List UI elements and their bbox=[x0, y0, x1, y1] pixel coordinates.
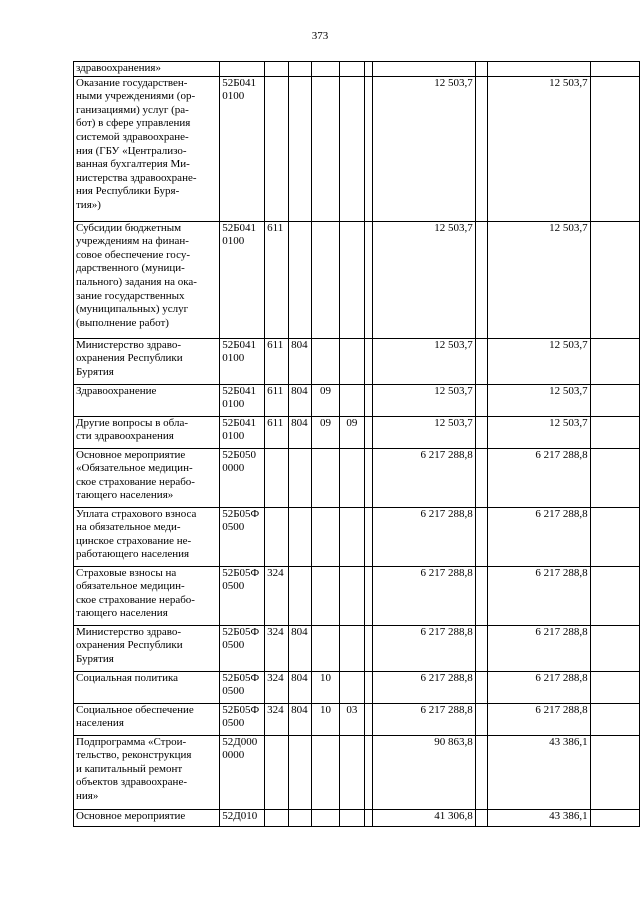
row-spacer-cell bbox=[475, 809, 487, 826]
row-spacer-cell bbox=[475, 62, 487, 77]
row-name bbox=[74, 384, 220, 416]
row-name-line: Уплата страхового взноса bbox=[76, 507, 197, 520]
row-name-line: тия») bbox=[76, 198, 101, 211]
row-subsection-code bbox=[339, 76, 364, 221]
row-spacer-cell bbox=[364, 62, 372, 77]
row-target-article-code-line: 52Б05Ф bbox=[222, 507, 260, 520]
row-name-line: Бурятия bbox=[76, 652, 114, 665]
row-expense-type-code: 324 bbox=[265, 566, 289, 625]
table-row bbox=[74, 507, 640, 566]
table-row bbox=[74, 221, 640, 338]
row-target-article-code-line: 0100 bbox=[222, 398, 245, 411]
row-name-line: ганизациями) услуг (ра- bbox=[76, 103, 189, 116]
row-target-article-code bbox=[220, 735, 265, 809]
row-spacer-cell bbox=[475, 735, 487, 809]
row-spacer-cell bbox=[590, 507, 639, 566]
row-name-line: Субсидии бюджетным bbox=[76, 221, 182, 234]
row-name bbox=[74, 703, 220, 735]
row-name-line: Социальная политика bbox=[76, 671, 179, 684]
row-amount-2: 6 217 288,8 bbox=[487, 448, 590, 507]
table-row bbox=[74, 625, 640, 671]
row-name-line: (муниципальных) услуг bbox=[76, 303, 189, 316]
row-name-line: Бурятия bbox=[76, 365, 114, 378]
row-subsection-code bbox=[339, 448, 364, 507]
row-spacer-cell bbox=[475, 566, 487, 625]
row-spacer-cell bbox=[590, 735, 639, 809]
row-subsection-code: 03 bbox=[339, 703, 364, 735]
row-subsection-code bbox=[339, 625, 364, 671]
row-target-article-code-line: 52Б041 bbox=[222, 338, 257, 351]
row-spacer-cell bbox=[364, 625, 372, 671]
table-body bbox=[74, 62, 640, 827]
row-name-line: Основное мероприятие bbox=[76, 448, 186, 461]
row-section-code bbox=[312, 221, 340, 338]
table-row bbox=[74, 735, 640, 809]
table-row bbox=[74, 338, 640, 384]
row-spacer-cell bbox=[590, 221, 639, 338]
row-ministry-code: 804 bbox=[289, 671, 312, 703]
row-name bbox=[74, 507, 220, 566]
row-name-line: Страховые взносы на bbox=[76, 566, 177, 579]
row-spacer-cell bbox=[364, 384, 372, 416]
row-section-code bbox=[312, 507, 340, 566]
row-target-article-code bbox=[220, 671, 265, 703]
row-ministry-code: 804 bbox=[289, 703, 312, 735]
row-subsection-code bbox=[339, 221, 364, 338]
row-expense-type-code bbox=[265, 809, 289, 826]
row-amount-1: 6 217 288,8 bbox=[372, 448, 475, 507]
row-section-code: 10 bbox=[312, 671, 340, 703]
row-spacer-cell bbox=[475, 338, 487, 384]
row-subsection-code bbox=[339, 384, 364, 416]
row-expense-type-code bbox=[265, 735, 289, 809]
row-target-article-code-line: 0000 bbox=[222, 749, 245, 762]
row-target-article-code bbox=[220, 221, 265, 338]
row-name-line: Социальное обеспечение bbox=[76, 703, 194, 716]
row-name-line: ными учреждениями (ор- bbox=[76, 90, 196, 103]
row-section-code bbox=[312, 62, 340, 77]
row-expense-type-code: 324 bbox=[265, 625, 289, 671]
row-subsection-code bbox=[339, 809, 364, 826]
row-target-article-code-line: 52Д010 bbox=[222, 809, 258, 822]
row-ministry-code bbox=[289, 809, 312, 826]
row-target-article-code bbox=[220, 416, 265, 448]
row-amount-1: 6 217 288,8 bbox=[372, 671, 475, 703]
row-spacer-cell bbox=[475, 448, 487, 507]
row-amount-1: 90 863,8 bbox=[372, 735, 475, 809]
row-amount-1 bbox=[372, 62, 475, 77]
row-expense-type-code: 324 bbox=[265, 671, 289, 703]
row-name-line: ния Республики Буря- bbox=[76, 185, 180, 198]
row-spacer-cell bbox=[590, 76, 639, 221]
row-name-line: Министерство здраво- bbox=[76, 625, 181, 638]
row-expense-type-code bbox=[265, 76, 289, 221]
row-amount-2: 6 217 288,8 bbox=[487, 671, 590, 703]
row-spacer-cell bbox=[364, 566, 372, 625]
row-spacer-cell bbox=[364, 703, 372, 735]
table-row bbox=[74, 384, 640, 416]
table-row bbox=[74, 76, 640, 221]
row-target-article-code-line: 52Б05Ф bbox=[222, 703, 260, 716]
row-target-article-code bbox=[220, 566, 265, 625]
row-name-line: на обязательное меди- bbox=[76, 521, 181, 534]
row-name-line: Другие вопросы в обла- bbox=[76, 416, 188, 429]
row-name-line: ния» bbox=[76, 789, 99, 802]
row-name-line: зание государственных bbox=[76, 289, 185, 302]
row-name-line: нистерства здравоохране- bbox=[76, 171, 197, 184]
row-expense-type-code: 611 bbox=[265, 338, 289, 384]
row-spacer-cell bbox=[475, 416, 487, 448]
row-name bbox=[74, 735, 220, 809]
row-name-line: тельство, реконструкция bbox=[76, 749, 192, 762]
row-subsection-code bbox=[339, 62, 364, 77]
row-target-article-code-line: 0100 bbox=[222, 235, 245, 248]
row-amount-2: 6 217 288,8 bbox=[487, 507, 590, 566]
row-name bbox=[74, 566, 220, 625]
row-spacer-cell bbox=[475, 703, 487, 735]
row-amount-2: 43 386,1 bbox=[487, 735, 590, 809]
row-target-article-code-line: 0500 bbox=[222, 521, 245, 534]
table-row bbox=[74, 448, 640, 507]
row-target-article-code bbox=[220, 625, 265, 671]
row-spacer-cell bbox=[590, 566, 639, 625]
row-amount-1: 12 503,7 bbox=[372, 76, 475, 221]
row-amount-1: 6 217 288,8 bbox=[372, 566, 475, 625]
row-amount-2: 12 503,7 bbox=[487, 76, 590, 221]
row-spacer-cell bbox=[364, 735, 372, 809]
row-expense-type-code bbox=[265, 507, 289, 566]
row-ministry-code bbox=[289, 221, 312, 338]
row-target-article-code-line: 0500 bbox=[222, 717, 245, 730]
row-name-line: тающего населения bbox=[76, 607, 168, 620]
row-ministry-code bbox=[289, 735, 312, 809]
row-expense-type-code bbox=[265, 448, 289, 507]
row-spacer-cell bbox=[364, 507, 372, 566]
row-spacer-cell bbox=[475, 507, 487, 566]
row-spacer-cell bbox=[590, 416, 639, 448]
row-spacer-cell bbox=[475, 671, 487, 703]
row-target-article-code-line: 52Б050 bbox=[222, 448, 257, 461]
row-spacer-cell bbox=[364, 221, 372, 338]
row-name-line: обязательное медицин- bbox=[76, 580, 185, 593]
row-spacer-cell bbox=[590, 703, 639, 735]
row-target-article-code bbox=[220, 507, 265, 566]
row-name-line: пального) задания на ока- bbox=[76, 275, 197, 288]
row-name-line: сти здравоохранения bbox=[76, 430, 174, 443]
row-name-line: бот) в сфере управления bbox=[76, 117, 191, 130]
row-expense-type-code bbox=[265, 62, 289, 77]
row-subsection-code bbox=[339, 507, 364, 566]
row-ministry-code: 804 bbox=[289, 625, 312, 671]
row-section-code: 10 bbox=[312, 703, 340, 735]
row-amount-1: 41 306,8 bbox=[372, 809, 475, 826]
row-name bbox=[74, 809, 220, 826]
row-name-line: объектов здравоохране- bbox=[76, 776, 187, 789]
table-row bbox=[74, 62, 640, 77]
row-expense-type-code: 324 bbox=[265, 703, 289, 735]
row-target-article-code-line: 52Б05Ф bbox=[222, 566, 260, 579]
row-section-code bbox=[312, 566, 340, 625]
row-ministry-code bbox=[289, 76, 312, 221]
row-ministry-code bbox=[289, 62, 312, 77]
row-spacer-cell bbox=[590, 384, 639, 416]
row-name-line: ния (ГБУ «Централизо- bbox=[76, 144, 187, 157]
row-name bbox=[74, 76, 220, 221]
row-target-article-code-line: 52Б041 bbox=[222, 416, 257, 429]
row-name-line: учреждениям на финан- bbox=[76, 235, 189, 248]
row-target-article-code-line: 52Б041 bbox=[222, 384, 257, 397]
row-target-article-code bbox=[220, 703, 265, 735]
row-amount-2: 12 503,7 bbox=[487, 221, 590, 338]
row-name-line: (выполнение работ) bbox=[76, 316, 169, 329]
row-name-line: Министерство здраво- bbox=[76, 338, 181, 351]
row-ministry-code: 804 bbox=[289, 338, 312, 384]
row-section-code bbox=[312, 809, 340, 826]
row-name bbox=[74, 671, 220, 703]
row-name-line: и капитальный ремонт bbox=[76, 762, 183, 775]
row-ministry-code bbox=[289, 448, 312, 507]
row-amount-2: 6 217 288,8 bbox=[487, 703, 590, 735]
row-subsection-code bbox=[339, 566, 364, 625]
row-amount-1: 6 217 288,8 bbox=[372, 507, 475, 566]
row-target-article-code-line: 0500 bbox=[222, 685, 245, 698]
row-section-code bbox=[312, 735, 340, 809]
row-section-code bbox=[312, 448, 340, 507]
row-expense-type-code: 611 bbox=[265, 384, 289, 416]
row-spacer-cell bbox=[364, 76, 372, 221]
row-spacer-cell bbox=[364, 416, 372, 448]
row-amount-1: 6 217 288,8 bbox=[372, 703, 475, 735]
row-section-code bbox=[312, 76, 340, 221]
row-target-article-code-line: 0500 bbox=[222, 639, 245, 652]
row-ministry-code: 804 bbox=[289, 416, 312, 448]
row-name bbox=[74, 416, 220, 448]
row-name-line: ванная бухгалтерия Ми- bbox=[76, 158, 190, 171]
table-row bbox=[74, 703, 640, 735]
row-amount-2 bbox=[487, 62, 590, 77]
row-section-code: 09 bbox=[312, 384, 340, 416]
row-spacer-cell bbox=[590, 338, 639, 384]
table-row bbox=[74, 566, 640, 625]
row-name-line: охранения Республики bbox=[76, 639, 183, 652]
row-spacer-cell bbox=[364, 338, 372, 384]
row-target-article-code-line: 0000 bbox=[222, 462, 245, 475]
budget-table bbox=[73, 61, 640, 827]
row-spacer-cell bbox=[590, 62, 639, 77]
row-name bbox=[74, 62, 220, 77]
row-section-code bbox=[312, 625, 340, 671]
row-amount-1: 12 503,7 bbox=[372, 384, 475, 416]
table-row bbox=[74, 809, 640, 826]
row-spacer-cell bbox=[475, 76, 487, 221]
row-name-line: дарственного (муници- bbox=[76, 262, 185, 275]
row-target-article-code-line: 52Д000 bbox=[222, 735, 258, 748]
row-spacer-cell bbox=[590, 671, 639, 703]
row-spacer-cell bbox=[475, 384, 487, 416]
row-name-line: цинское страхование не- bbox=[76, 534, 192, 547]
row-name-line: работающего населения bbox=[76, 548, 190, 561]
row-target-article-code bbox=[220, 809, 265, 826]
row-spacer-cell bbox=[364, 671, 372, 703]
table-row bbox=[74, 671, 640, 703]
row-amount-2: 12 503,7 bbox=[487, 384, 590, 416]
row-target-article-code-line: 0100 bbox=[222, 430, 245, 443]
row-spacer-cell bbox=[590, 625, 639, 671]
row-amount-2: 6 217 288,8 bbox=[487, 566, 590, 625]
row-ministry-code: 804 bbox=[289, 384, 312, 416]
row-name-line: тающего населения» bbox=[76, 489, 174, 502]
row-spacer-cell bbox=[364, 448, 372, 507]
row-name-line: Оказание государствен- bbox=[76, 76, 188, 89]
row-name bbox=[74, 221, 220, 338]
row-target-article-code bbox=[220, 62, 265, 77]
row-subsection-code: 09 bbox=[339, 416, 364, 448]
row-subsection-code bbox=[339, 338, 364, 384]
row-amount-1: 12 503,7 bbox=[372, 338, 475, 384]
row-name-line: Подпрограмма «Строи- bbox=[76, 735, 187, 748]
row-subsection-code bbox=[339, 671, 364, 703]
row-target-article-code-line: 0100 bbox=[222, 352, 245, 365]
row-name-line: ское страхование нерабо- bbox=[76, 475, 195, 488]
row-expense-type-code: 611 bbox=[265, 416, 289, 448]
row-target-article-code-line: 52Б05Ф bbox=[222, 625, 260, 638]
row-amount-2: 12 503,7 bbox=[487, 338, 590, 384]
row-target-article-code bbox=[220, 76, 265, 221]
table-row bbox=[74, 416, 640, 448]
row-spacer-cell bbox=[364, 809, 372, 826]
row-ministry-code bbox=[289, 507, 312, 566]
row-expense-type-code: 611 bbox=[265, 221, 289, 338]
page-number: 373 bbox=[311, 30, 329, 42]
row-target-article-code bbox=[220, 384, 265, 416]
row-name-line: совое обеспечение госу- bbox=[76, 248, 190, 261]
row-amount-1: 6 217 288,8 bbox=[372, 625, 475, 671]
row-name-line: системой здравоохране- bbox=[76, 130, 189, 143]
row-name-line: «Обязательное медицин- bbox=[76, 462, 193, 475]
row-name bbox=[74, 338, 220, 384]
row-subsection-code bbox=[339, 735, 364, 809]
row-spacer-cell bbox=[590, 809, 639, 826]
row-section-code: 09 bbox=[312, 416, 340, 448]
row-amount-1: 12 503,7 bbox=[372, 221, 475, 338]
row-name-line: ское страхование нерабо- bbox=[76, 593, 195, 606]
row-spacer-cell bbox=[475, 625, 487, 671]
row-target-article-code bbox=[220, 338, 265, 384]
row-amount-2: 43 386,1 bbox=[487, 809, 590, 826]
row-name-line: Основное мероприятие bbox=[76, 809, 186, 822]
row-name-line: охранения Республики bbox=[76, 352, 183, 365]
row-name bbox=[74, 448, 220, 507]
row-target-article-code-line: 0500 bbox=[222, 580, 245, 593]
row-target-article-code bbox=[220, 448, 265, 507]
row-name-line: Здравоохранение bbox=[76, 384, 157, 397]
row-spacer-cell bbox=[475, 221, 487, 338]
row-ministry-code bbox=[289, 566, 312, 625]
row-target-article-code-line: 52Б041 bbox=[222, 76, 257, 89]
row-name-line: населения bbox=[76, 717, 124, 730]
row-target-article-code-line: 52Б05Ф bbox=[222, 671, 260, 684]
row-target-article-code-line: 52Б041 bbox=[222, 221, 257, 234]
row-name-line: здравоохранения» bbox=[76, 62, 161, 74]
row-section-code bbox=[312, 338, 340, 384]
row-amount-2: 6 217 288,8 bbox=[487, 625, 590, 671]
row-name bbox=[74, 625, 220, 671]
row-amount-1: 12 503,7 bbox=[372, 416, 475, 448]
row-target-article-code-line: 0100 bbox=[222, 90, 245, 103]
row-amount-2: 12 503,7 bbox=[487, 416, 590, 448]
row-spacer-cell bbox=[590, 448, 639, 507]
